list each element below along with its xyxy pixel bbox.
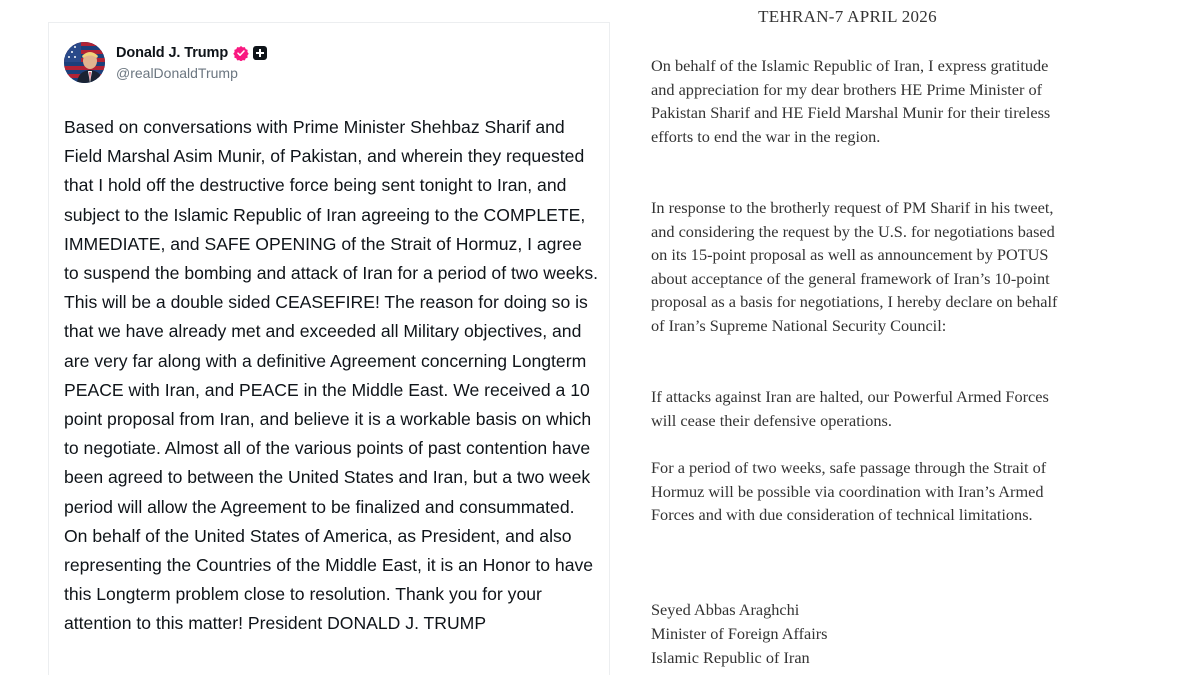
flag-portrait-avatar[interactable] [64, 42, 105, 83]
signatory-title: Minister of Foreign Affairs [651, 624, 828, 643]
official-statement-letter [610, 0, 1200, 675]
author-display-name[interactable]: Donald J. Trump [116, 45, 229, 61]
signature-block [651, 598, 1071, 670]
post-text [64, 113, 599, 639]
letter-paragraph: If attacks against Iran are halted, our Powerful Armed Forces will cease their defensive operations. [651, 387, 1049, 430]
author-handle[interactable]: @realDonaldTrump [116, 65, 238, 81]
post-header [64, 40, 267, 84]
verified-badge-icon [233, 45, 249, 61]
signatory-organization: Islamic Republic of Iran [651, 648, 810, 667]
plus-badge-icon [253, 46, 267, 60]
letter-paragraph: In response to the brotherly request of PM Sharif in his tweet, and considering the request by the U.S. for negotiations based on its 15-point proposal as well as announcement by POTUS about acceptance of the general framework of Iran’s 10-point proposal as a basis for negotiations, I hereby declare on behalf of Iran’s Supreme National Security Council: [651, 198, 1058, 335]
signatory-name: Seyed Abbas Araghchi [651, 600, 800, 619]
social-post [48, 22, 610, 675]
post-text-paragraph: Based on conversations with Prime Minister Shehbaz Sharif and Field Marshal Asim Munir, of Pakistan, and wherein they requested that I hold off the destructive force being sent tonight to Iran, and subject to the Islamic Republic of Iran agreeing to the COMPLETE, IMMEDIATE, and SAFE OPENING of the Strait of Hormuz, I agree to suspend the bombing and attack of Iran for a period of two weeks. This will be a double sided CEASEFIRE! The reason for doing so is that we have already met and exceeded all Military objectives, and are very far along with a definitive Agreement concerning Longterm PEACE with Iran, and PEACE in the Middle East. We received a 10 point proposal from Iran, and believe it is a workable basis on which to negotiate. Almost all of the various points of past contention have been agreed to between the United States and Iran, but a two week period will allow the Agreement to be finalized and consummated. On behalf of the United States of America, as President, and also representing the Countries of the Middle East, it is an Honor to have this Longterm problem close to resolution. Thank you for your attention to this matter! President DONALD J. TRUMP [64, 117, 598, 634]
letter-paragraph: On behalf of the Islamic Republic of Iran, I express gratitude and appreciation for my dear brothers HE Prime Minister of Pakistan Sharif and HE Field Marshal Munir for their tireless efforts to end the war in the region. [651, 56, 1051, 146]
letter-dateline: TEHRAN-7 APRIL 2026 [758, 7, 937, 26]
letter-paragraph: For a period of two weeks, safe passage through the Strait of Hormuz will be possible via coordination with Iran’s Armed Forces and with due consideration of technical limitations. [651, 458, 1047, 525]
author-block [116, 43, 267, 81]
author-row [116, 43, 267, 63]
